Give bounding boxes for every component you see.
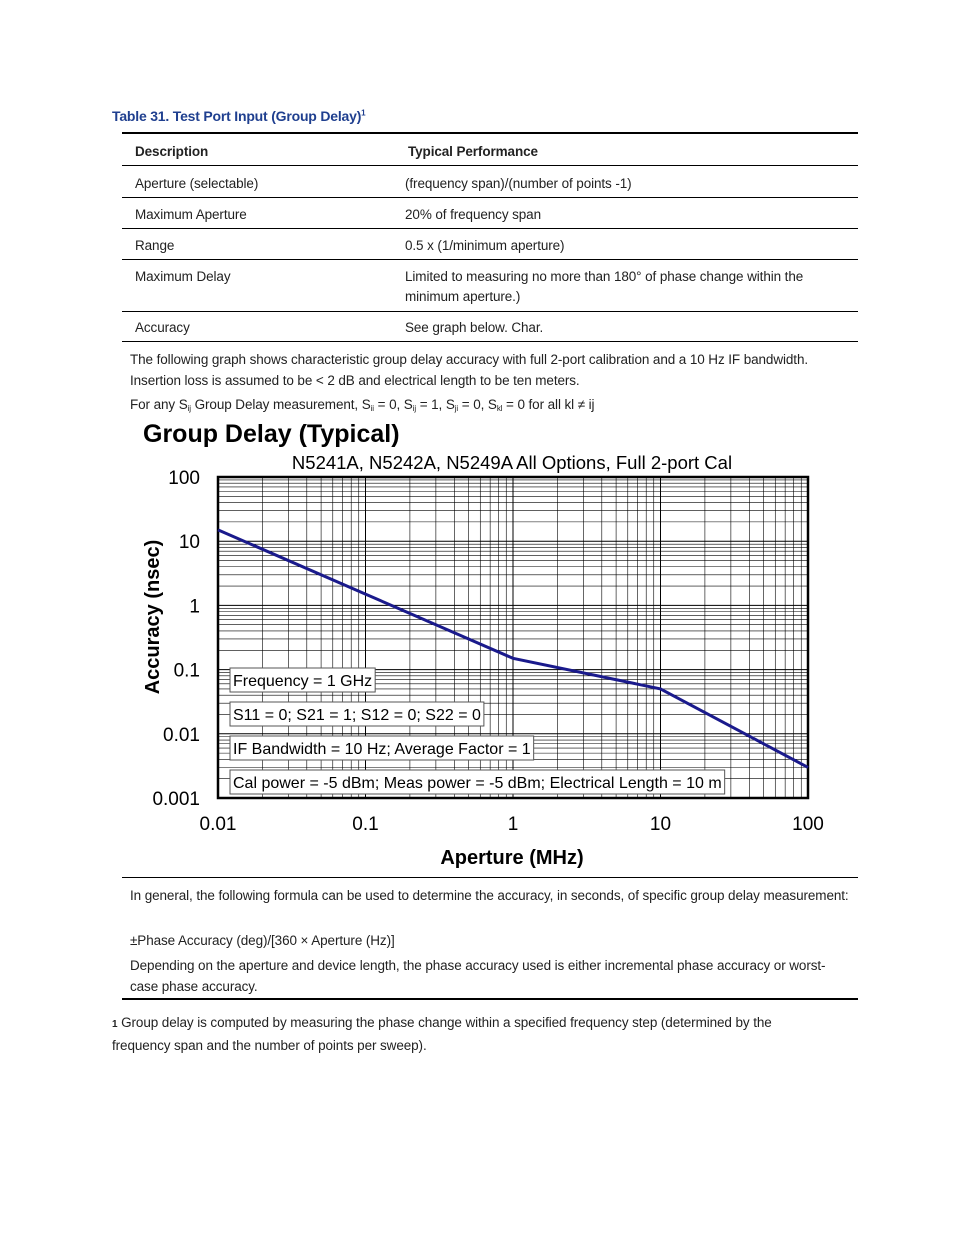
- annotation-box: [230, 736, 534, 760]
- formula-paragraph: ±Phase Accuracy (deg)/[360 × Aperture (Hz)]: [130, 933, 395, 948]
- chart-title: Group Delay (Typical): [143, 420, 400, 448]
- y-axis-label: Accuracy (nsec): [142, 539, 164, 695]
- y-tick-label: 0.01: [163, 724, 200, 746]
- table-cell-performance: Limited to measuring no more than 180° of phase change within the minimum aperture.): [405, 269, 804, 304]
- x-tick-label: 1: [507, 814, 519, 835]
- group-delay-chart: [122, 412, 842, 874]
- depending-paragraph: Depending on the aperture and device length, the phase accuracy used is either incremental phase accuracy or worst-case phase accuracy.: [130, 958, 826, 994]
- table-cell-performance: 20% of frequency span: [405, 207, 541, 222]
- annotation-text: S11 = 0; S21 = 1; S12 = 0; S22 = 0: [233, 707, 481, 724]
- y-tick-label: 1: [189, 596, 200, 618]
- table-cell-performance: 0.5 x (1/minimum aperture): [405, 238, 565, 253]
- table-cell-performance: (frequency span)/(number of points -1): [405, 176, 632, 191]
- table-row-rule: [122, 341, 858, 342]
- table-row-rule: [122, 197, 858, 198]
- x-tick-label: 100: [792, 814, 824, 835]
- table-cell-description: Accuracy: [135, 320, 190, 335]
- x-tick-label: 0.01: [199, 814, 237, 835]
- y-tick-label: 0.001: [152, 789, 200, 810]
- y-tick-label: 0.1: [173, 660, 200, 682]
- y-tick-label: 10: [178, 532, 200, 554]
- footnote: [112, 1012, 832, 1056]
- table-cell-description: Aperture (selectable): [135, 176, 259, 191]
- conditions-subscript: ij: [412, 404, 417, 413]
- x-tick-label: 10: [649, 814, 672, 835]
- table-row-rule: [122, 228, 858, 229]
- table-title: [112, 108, 365, 124]
- annotation-box: [230, 770, 725, 794]
- conditions-subscript: ji: [454, 404, 459, 413]
- table-cell-performance: See graph below. Char.: [405, 320, 544, 335]
- conditions-text: = 0, S: [458, 397, 497, 412]
- table-row-rule: [122, 259, 858, 260]
- table-cell-description: Maximum Aperture: [135, 207, 247, 222]
- section-rule: [122, 877, 858, 878]
- table-title-text: Table 31. Test Port Input (Group Delay): [112, 108, 362, 124]
- table-cell-description: Range: [135, 238, 175, 253]
- conditions-text: Group Delay measurement, S: [190, 397, 371, 412]
- table-row-rule: [122, 311, 858, 312]
- chart-subtitle: N5241A, N5242A, N5249A All Options, Full 2-port Cal: [291, 452, 733, 473]
- conditions-subscript: ii: [370, 404, 374, 413]
- column-header-description: Description: [135, 144, 209, 159]
- x-axis-label: Aperture (MHz): [440, 847, 584, 869]
- conditions-subscript: kl: [496, 404, 503, 413]
- footnote-marker: 1: [112, 1019, 118, 1030]
- table-title-footnote-marker: 1: [361, 108, 366, 118]
- annotation-text: Cal power = -5 dBm; Meas power = -5 dBm; Electrical Length = 10 m: [233, 775, 722, 792]
- annotation-text: IF Bandwidth = 10 Hz; Average Factor = 1: [233, 741, 531, 758]
- table-cell-description: Maximum Delay: [135, 269, 231, 284]
- annotation-text: Frequency = 1 GHz: [233, 673, 373, 690]
- conditions-text: = 0, S: [373, 397, 413, 412]
- conditions-text: = 1, S: [416, 397, 455, 412]
- annotation-box: [230, 702, 484, 726]
- table-bottom-rule: [122, 998, 858, 1000]
- x-tick-label: 0.1: [352, 814, 379, 835]
- column-header-typical-performance: Typical Performance: [408, 144, 538, 159]
- general-paragraph: In general, the following formula can be used to determine the accuracy, in seconds, of specific group delay measurement:: [130, 888, 849, 903]
- intro-paragraph: The following graph shows characteristic group delay accuracy with full 2-port calibration and a 10 Hz IF bandwidth. Insertion loss is assumed to be < 2 dB and electrical length to be ten meters.: [130, 352, 809, 388]
- conditions-subscript: ij: [187, 404, 191, 413]
- conditions-text: = 0 for all kl ≠ ij: [502, 397, 595, 412]
- y-tick-label: 100: [168, 468, 200, 489]
- annotation-box: [230, 668, 375, 692]
- conditions-text: For any S: [130, 397, 188, 412]
- footnote-text: Group delay is computed by measuring the phase change within a specified frequency step (determined by the frequency span and the number of points per sweep).: [112, 1015, 772, 1053]
- table-header-rule: [122, 165, 858, 166]
- table-top-rule: [122, 132, 858, 134]
